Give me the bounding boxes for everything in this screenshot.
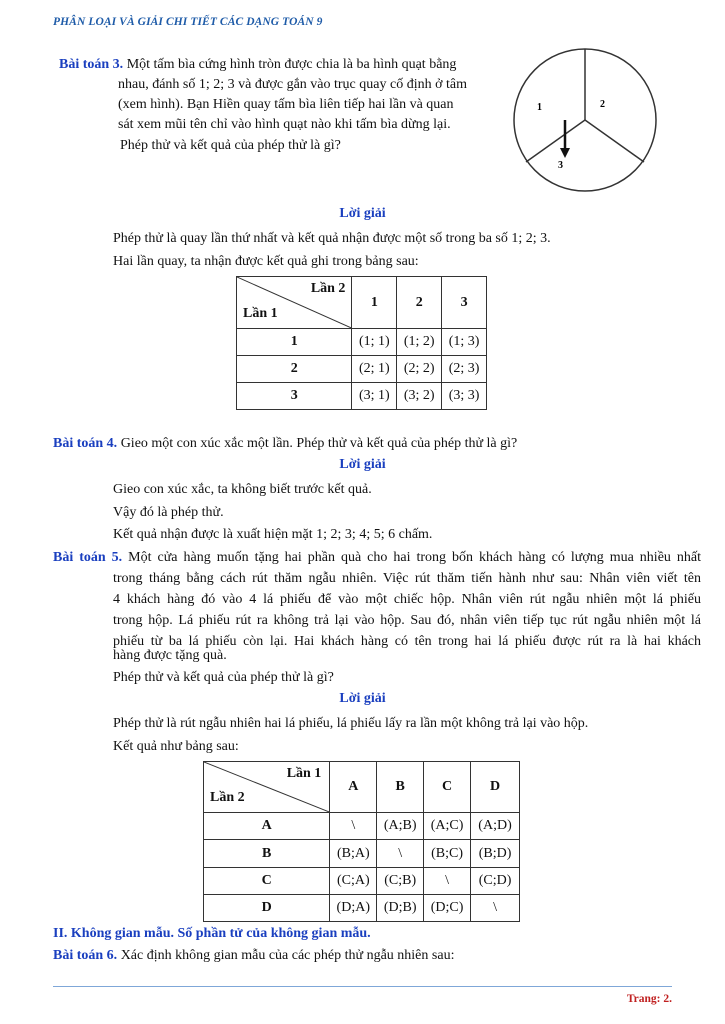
table2-cell: \	[424, 868, 471, 895]
wheel-divider-right	[585, 120, 644, 162]
table2-cell: \	[377, 840, 424, 868]
problem4-solution-line2: Vậy đó là phép thử.	[113, 505, 224, 520]
problem4-text: Gieo một con xúc xắc một lần. Phép thử và kết quả của phép thử là gì?	[120, 436, 518, 451]
table2-cell: (A;D)	[471, 813, 520, 840]
problem5-first-line	[53, 548, 701, 568]
table1-cell: (3; 3)	[442, 383, 487, 410]
problem5-solution-line2: Kết quả như bảng sau:	[113, 739, 239, 754]
problem3-solution-line1: Phép thử là quay lần thứ nhất và kết quả nhận được một số trong ba số 1; 2; 3.	[113, 231, 551, 246]
problem3-line4: sát xem mũi tên chỉ vào hình quạt nào khi tấm bìa dừng lại.	[118, 117, 451, 132]
problem5-label: Bài toán 5.	[53, 550, 123, 565]
section2-title: II. Không gian mẫu. Số phần tử của không gian mẫu.	[53, 926, 371, 941]
problem6-label: Bài toán 6.	[53, 948, 118, 963]
spinner-wheel-figure	[505, 40, 665, 200]
page-number: Trang: 2.	[626, 993, 672, 1005]
table2-row	[204, 840, 520, 868]
table1-cell: (3; 2)	[397, 383, 442, 410]
table1-row	[237, 356, 487, 383]
table2-col-header-label: Lần 1	[286, 766, 322, 781]
table2-col-header: A	[330, 762, 377, 813]
table2-cell: (B;D)	[471, 840, 520, 868]
problem3-line1: Một tấm bìa cứng hình tròn được chia là ba hình quạt bằng	[126, 57, 457, 72]
problem4-solution-title: Lời giải	[339, 457, 386, 472]
table2-cell: (A;C)	[424, 813, 471, 840]
table2-col-header: C	[424, 762, 471, 813]
problem3-first-line	[59, 55, 456, 75]
problem5-question: Phép thử và kết quả của phép thử là gì?	[113, 670, 334, 685]
problem4-statement	[53, 434, 517, 454]
table1-cell: (2; 2)	[397, 356, 442, 383]
problem3-line3: (xem hình). Bạn Hiền quay tấm bìa liên tiếp hai lần và quan	[118, 97, 454, 112]
problem4-label: Bài toán 4.	[53, 436, 118, 451]
table1-row-label: 2	[237, 356, 352, 383]
table2-row-label: D	[204, 895, 330, 922]
problem5-line3: 4 khách hàng đó vào 4 lá phiếu để vào một chiếc hộp. Nhân viên rút ngẫu nhiên một lá phiếu	[113, 592, 701, 607]
table2-cell: (C;B)	[377, 868, 424, 895]
problem5-line4: trong hộp. Lá phiếu rút ra không trả lại vào hộp. Sau đó, nhân viên tiếp tục rút ngẫu nhiên một lá	[113, 613, 701, 628]
table1-row	[237, 329, 487, 356]
problem5-result-table	[203, 761, 520, 922]
table2-row	[204, 895, 520, 922]
wheel-label-1: 1	[537, 102, 542, 113]
wheel-label-2: 2	[600, 99, 605, 110]
table2-cell: \	[330, 813, 377, 840]
problem3-line2: nhau, đánh số 1; 2; 3 và được gắn vào trục quay cố định ở tâm	[118, 77, 467, 92]
table1-col-header-label: Lần 2	[310, 281, 346, 296]
table2-cell: (B;C)	[424, 840, 471, 868]
table1-row-label: 3	[237, 383, 352, 410]
table2-cell: \	[471, 895, 520, 922]
table1-col-header: 2	[397, 277, 442, 329]
table1-corner-cell	[237, 277, 352, 329]
problem3-label: Bài toán 3.	[59, 57, 124, 72]
wheel-divider-left	[526, 120, 585, 162]
problem6-text: Xác định không gian mẫu của các phép thử ngẫu nhiên sau:	[120, 948, 455, 963]
table2-row-header-label: Lần 2	[210, 790, 245, 805]
page-header-title: PHÂN LOẠI VÀ GIẢI CHI TIẾT CÁC DẠNG TOÁN 9	[53, 16, 323, 28]
problem4-solution-line1: Gieo con xúc xắc, ta không biết trước kết quả.	[113, 482, 372, 497]
table1-row	[237, 383, 487, 410]
wheel-label-3: 3	[558, 160, 563, 171]
footer-divider	[53, 986, 672, 987]
problem3-solution-line2: Hai lần quay, ta nhận được kết quả ghi trong bảng sau:	[113, 254, 419, 269]
table2-cell: (C;A)	[330, 868, 377, 895]
table2-cell: (D;B)	[377, 895, 424, 922]
problem3-result-table	[236, 276, 487, 410]
table2-row	[204, 868, 520, 895]
table2-row-label: A	[204, 813, 330, 840]
problem5-line1: Một cửa hàng muốn tặng hai phần quà cho hai trong bốn khách hàng có lượng mua nhiều nhất	[128, 550, 702, 565]
table2-cell: (B;A)	[330, 840, 377, 868]
table1-cell: (1; 1)	[352, 329, 397, 356]
table1-row-label: 1	[237, 329, 352, 356]
table2-col-header: B	[377, 762, 424, 813]
table2-row-label: C	[204, 868, 330, 895]
table2-cell: (C;D)	[471, 868, 520, 895]
table2-cell: (D;A)	[330, 895, 377, 922]
problem5-line2: trong tháng bằng cách rút thăm ngẫu nhiên. Việc rút thăm tiến hành như sau: Nhân viên viết tên	[113, 571, 701, 586]
table2-cell: (A;B)	[377, 813, 424, 840]
problem5-line5: phiếu từ ba lá phiếu còn lại. Hai khách hàng có tên trong hai lá phiếu được rút ra là hai khách	[113, 634, 701, 649]
table1-cell: (3; 1)	[352, 383, 397, 410]
problem3-question: Phép thử và kết quả của phép thử là gì?	[120, 138, 341, 153]
table1-col-header: 3	[442, 277, 487, 329]
table1-row-header-label: Lần 1	[243, 306, 278, 321]
problem5-line6: hàng được tặng quà.	[113, 648, 227, 663]
wheel-arrow-head	[560, 148, 570, 158]
problem6-statement	[53, 946, 454, 966]
table1-cell: (2; 3)	[442, 356, 487, 383]
problem3-solution-title: Lời giải	[339, 206, 386, 221]
problem5-solution-line1: Phép thử là rút ngẫu nhiên hai lá phiếu, lá phiếu lấy ra lần một không trả lại vào hộp.	[113, 716, 589, 731]
table1-cell: (1; 3)	[442, 329, 487, 356]
table2-col-header: D	[471, 762, 520, 813]
problem5-solution-title: Lời giải	[339, 691, 386, 706]
table1-col-header: 1	[352, 277, 397, 329]
table1-cell: (1; 2)	[397, 329, 442, 356]
table1-cell: (2; 1)	[352, 356, 397, 383]
table2-row	[204, 813, 520, 840]
table2-corner-cell	[204, 762, 330, 813]
table2-cell: (D;C)	[424, 895, 471, 922]
table2-row-label: B	[204, 840, 330, 868]
problem4-solution-line3: Kết quả nhận được là xuất hiện mặt 1; 2; 3; 4; 5; 6 chấm.	[113, 527, 433, 542]
